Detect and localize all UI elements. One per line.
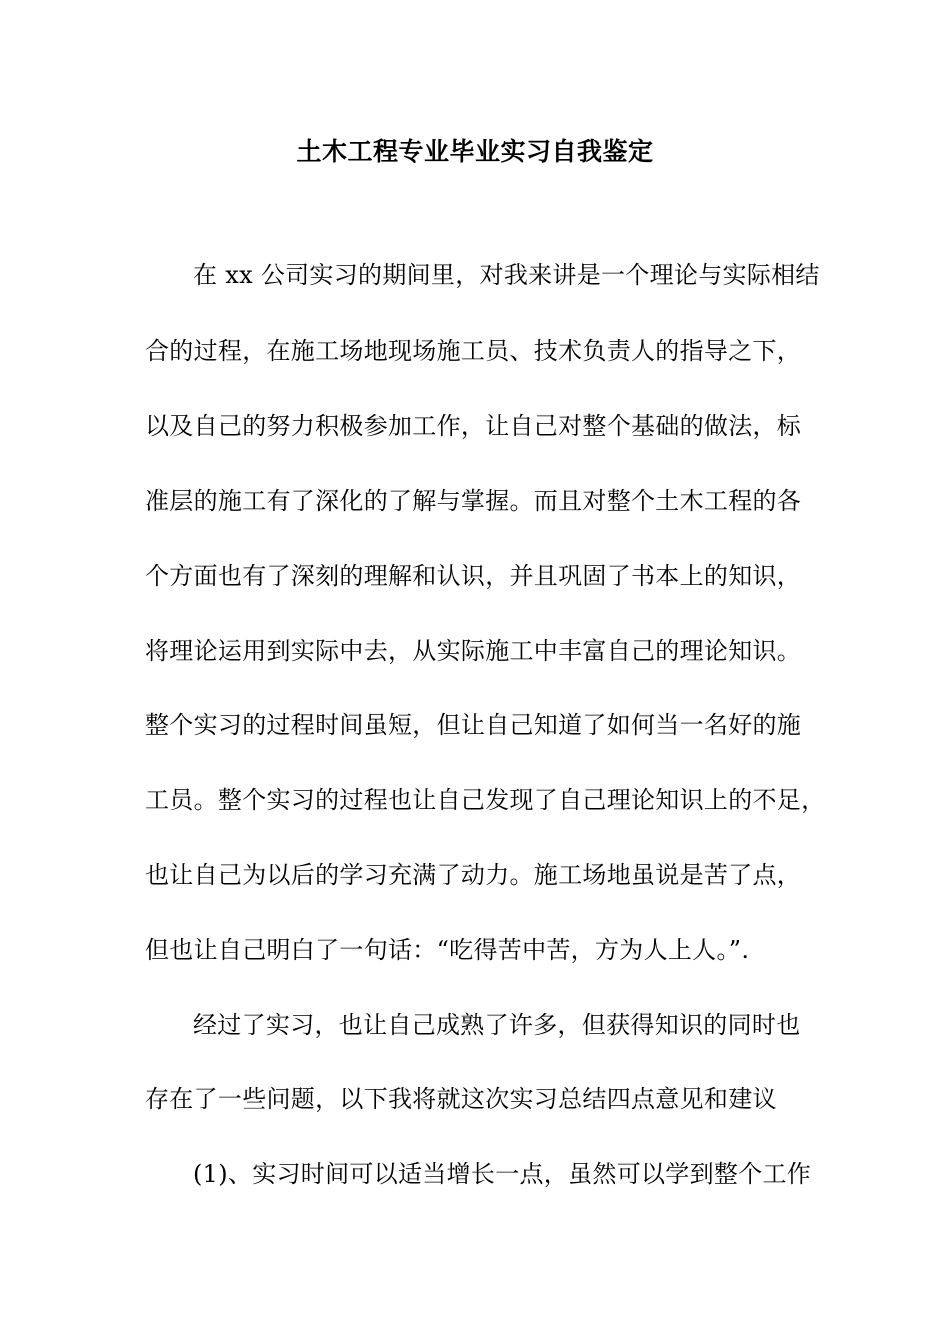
paragraph-line: 将理论运用到实际中去，从实际施工中丰富自己的理论知识。 — [145, 637, 802, 665]
paragraph-line: 整个实习的过程时间虽短，但让自己知道了如何当一名好的施 — [145, 711, 802, 739]
paragraph-line: 个方面也有了深刻的理解和认识，并且巩固了书本上的知识， — [145, 562, 802, 590]
document-title: 土木工程专业毕业实习自我鉴定 — [296, 137, 654, 166]
paragraph-line: 存在了一些问题，以下我将就这次实习总结四点意见和建议 — [145, 1085, 777, 1113]
paragraph-line: (1)、实习时间可以适当增长一点，虽然可以学到整个工作 — [193, 1160, 812, 1188]
paragraph-line: 在 xx 公司实习的期间里，对我来讲是一个理论与实际相结 — [193, 261, 820, 289]
paragraph-line: 准层的施工有了深化的了解与掌握。而且对整个土木工程的各 — [145, 487, 802, 515]
paragraph-line: 也让自己为以后的学习充满了动力。施工场地虽说是苦了点， — [145, 861, 802, 889]
paragraph-line: 工员。整个实习的过程也让自己发现了自己理论知识上的不足， — [145, 786, 826, 814]
paragraph-line: 但也让自己明白了一句话：“吃得苦中苦，方为人上人。”. — [145, 936, 750, 964]
paragraph-line: 以及自己的努力积极参加工作，让自己对整个基础的做法，标 — [145, 412, 802, 440]
paragraph-line: 经过了实习，也让自己成熟了许多，但获得知识的同时也 — [193, 1011, 801, 1039]
paragraph-line: 合的过程，在施工场地现场施工员、技术负责人的指导之下， — [145, 337, 802, 365]
